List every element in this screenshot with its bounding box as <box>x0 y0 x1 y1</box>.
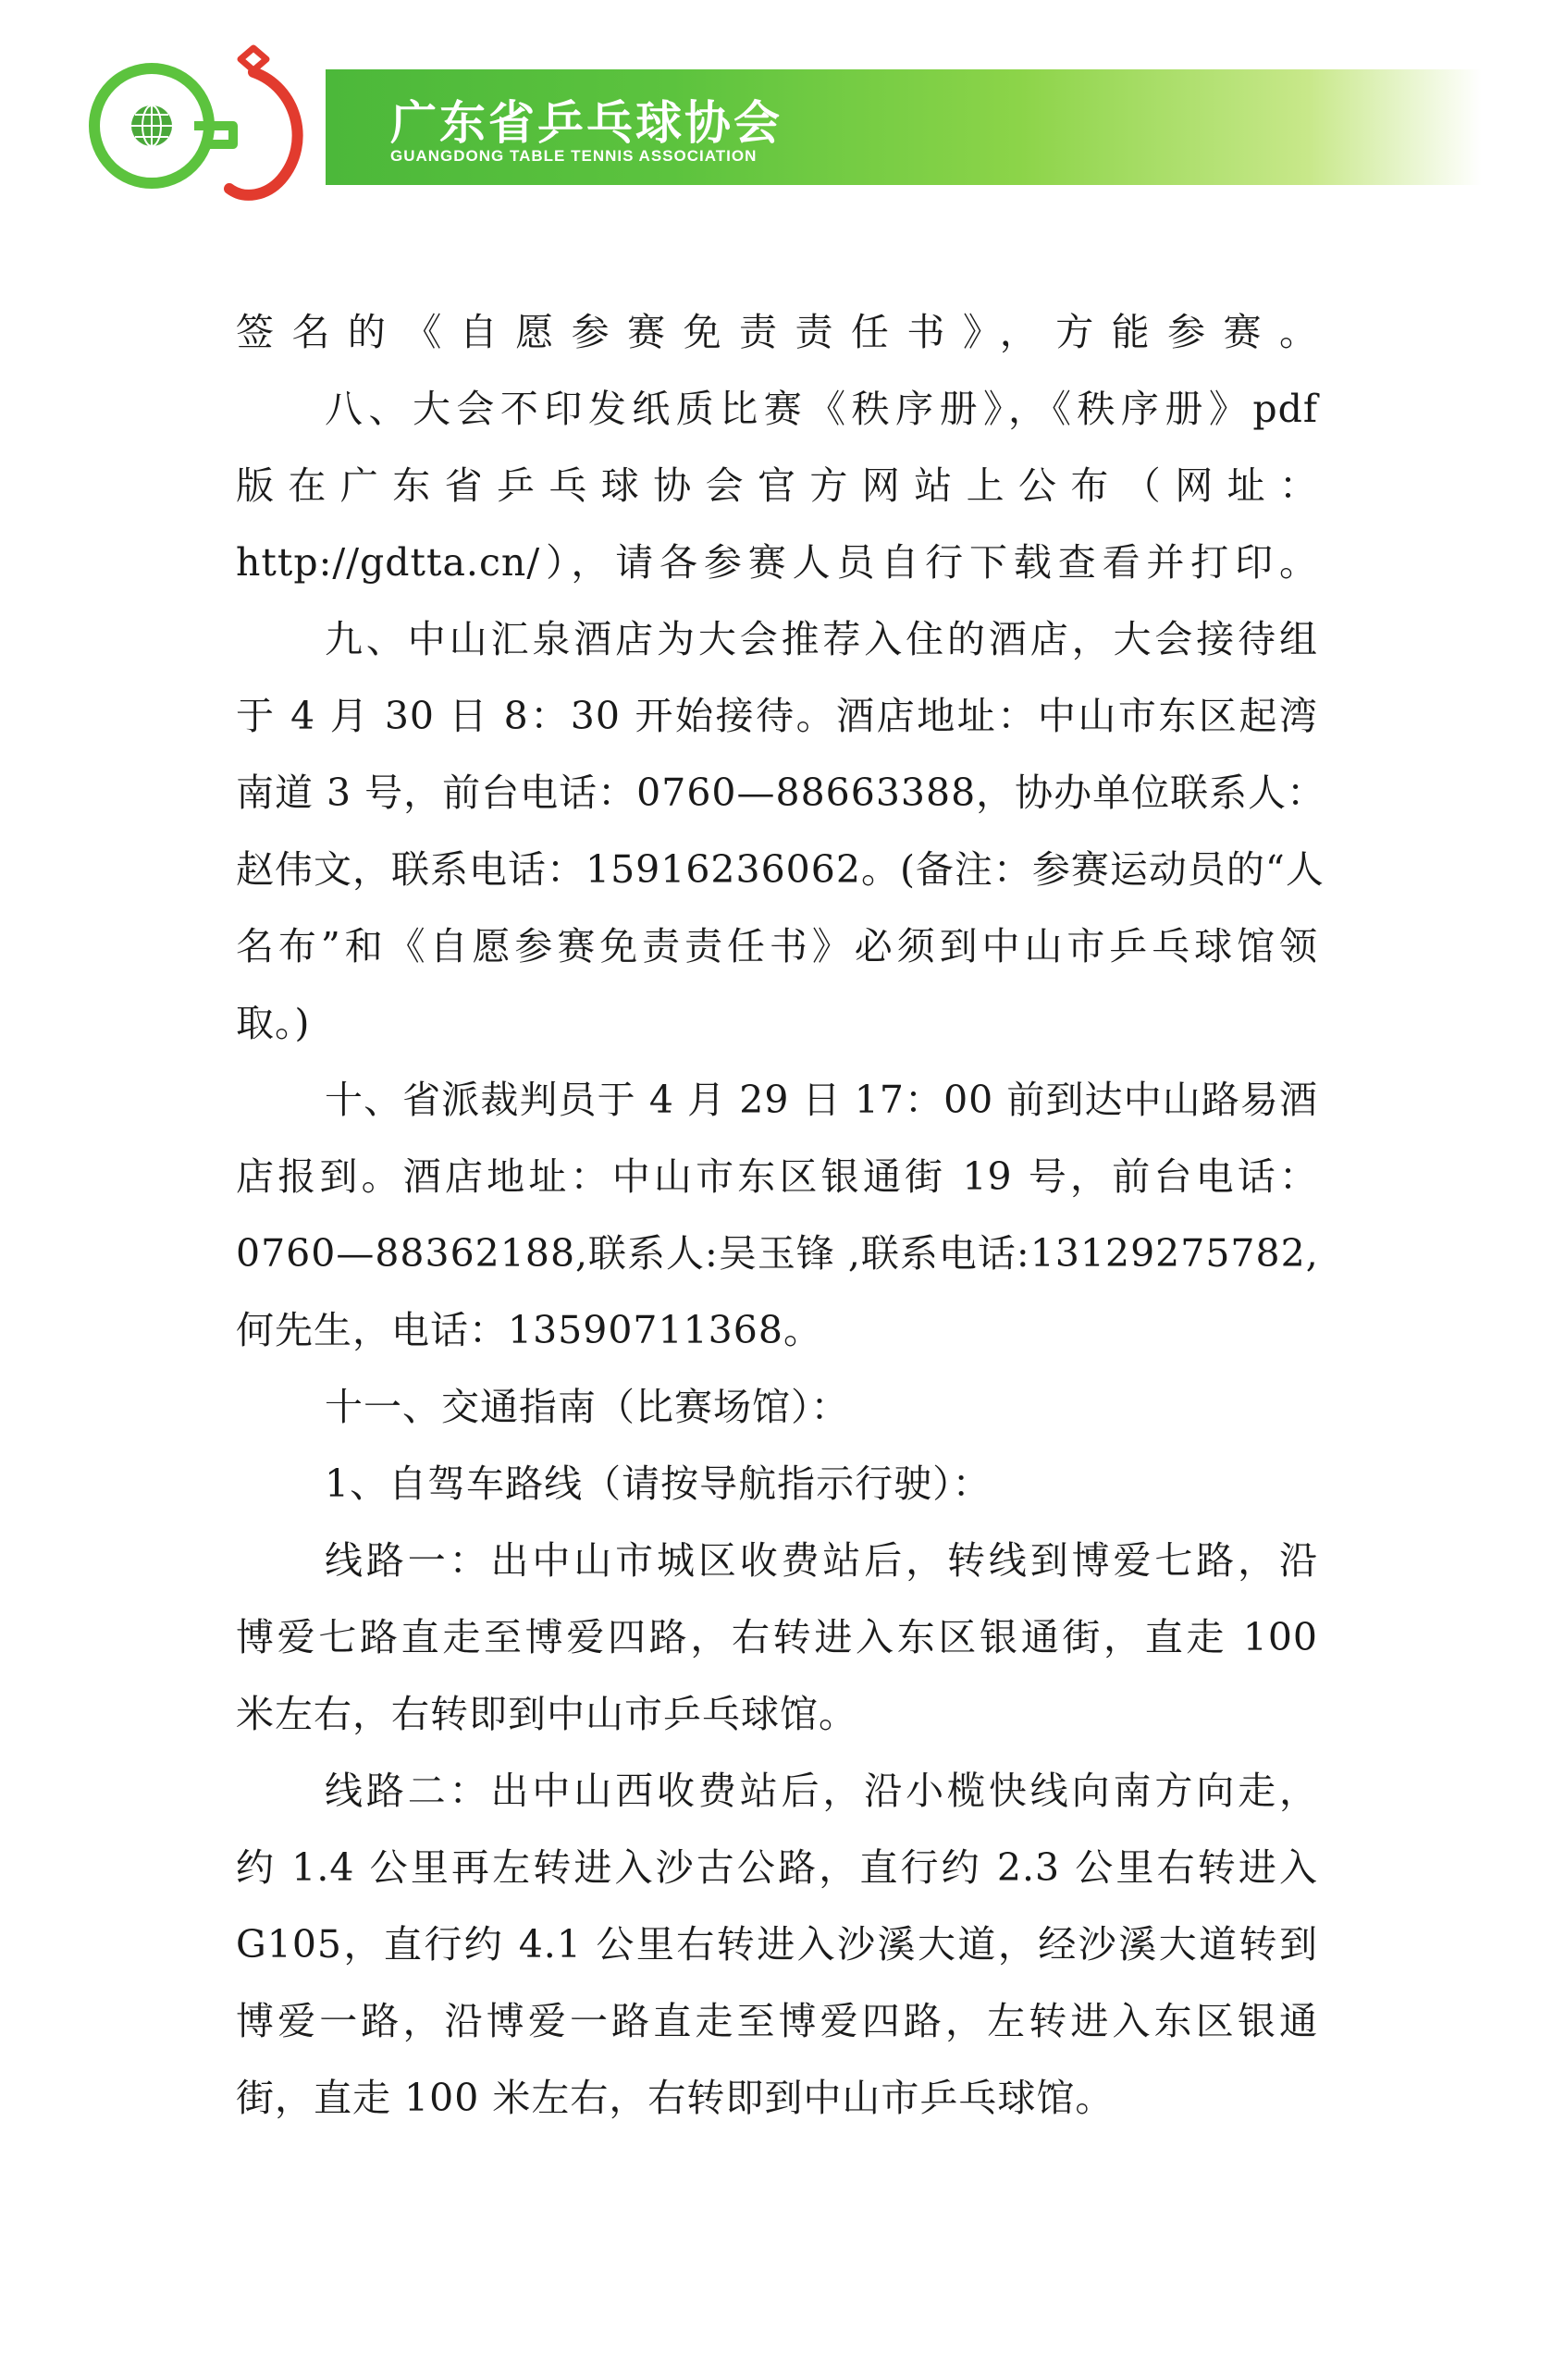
text-line: 八、大会不印发纸质比赛《秩序册》，《秩序册》pdf <box>325 387 1318 431</box>
text-line: 1、自驾车路线（请按导航指示行驶）： <box>325 1461 992 1506</box>
text-line: 约 1.4 公里再左转进入沙古公路，直行约 2.3 公里右转进入 <box>236 1845 1318 1890</box>
text-line: 十、省派裁判员于 4 月 29 日 17：00 前到达中山路易酒 <box>325 1078 1318 1122</box>
header-banner <box>326 69 1482 185</box>
text-line: 版在广东省乒乓球协会官方网站上公布（网址： <box>236 463 1318 508</box>
text-line: 线路二：出中山西收费站后，沿小榄快线向南方向走， <box>325 1769 1318 1813</box>
text-line: 赵伟文，联系电话：15916236062。(备注：参赛运动员的“人 <box>236 847 1325 892</box>
text-line: 名布”和《自愿参赛免责责任书》必须到中山市乒乓球馆领 <box>236 924 1318 968</box>
text-line: 南道 3 号，前台电话：0760—88663388，协办单位联系人： <box>236 771 1326 815</box>
text-line: 0760—88362188,联系人:吴玉锋 ,联系电话:13129275782, <box>236 1231 1319 1276</box>
text-line: 街，直走 100 米左右，右转即到中山市乒乓球馆。 <box>236 2076 1115 2120</box>
text-line: http://gdtta.cn/），请各参赛人员自行下载查看并打印。 <box>236 540 1318 585</box>
text-line: 博爱一路，沿博爱一路直走至博爱四路，左转进入东区银通 <box>236 1999 1318 2043</box>
text-line: G105，直行约 4.1 公里右转进入沙溪大道，经沙溪大道转到 <box>236 1922 1318 1967</box>
text-line: 何先生，电话：13590711368。 <box>236 1308 822 1352</box>
text-line: 九、中山汇泉酒店为大会推荐入住的酒店，大会接待组 <box>325 617 1318 661</box>
association-subtitle: GUANGDONG TABLE TENNIS ASSOCIATION <box>390 147 758 165</box>
text-line: 签名的《自愿参赛免责责任书》，方能参赛。 <box>236 310 1318 354</box>
association-title: 广东省乒乓球协会 <box>390 96 783 150</box>
page-header <box>0 0 1553 213</box>
text-line: 十一、交通指南（比赛场馆）： <box>325 1385 850 1429</box>
text-line: 取。) <box>236 1001 311 1045</box>
text-line: 店报到。酒店地址：中山市东区银通街 19 号，前台电话： <box>236 1154 1318 1199</box>
text-line: 线路一：出中山市城区收费站后，转线到博爱七路，沿 <box>325 1538 1318 1583</box>
text-line: 于 4 月 30 日 8：30 开始接待。酒店地址：中山市东区起湾 <box>236 694 1318 738</box>
text-line: 米左右，右转即到中山市乒乓球馆。 <box>236 1692 857 1736</box>
text-line: 博爱七路直走至博爱四路，右转进入东区银通街，直走 100 <box>236 1615 1318 1659</box>
association-logo-icon <box>85 41 335 207</box>
document-body <box>236 294 1326 2137</box>
